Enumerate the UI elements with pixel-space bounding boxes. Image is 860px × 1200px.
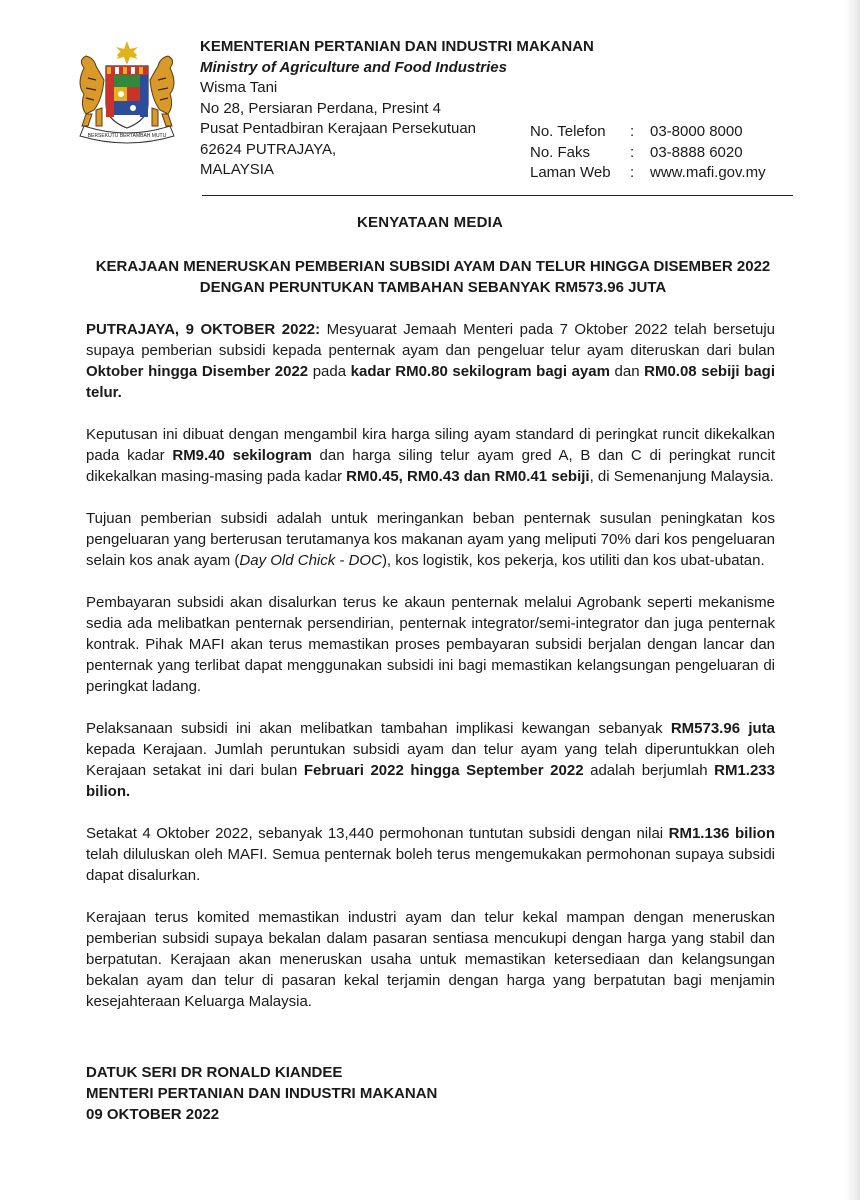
signatory-name: DATUK SERI DR RONALD KIANDEE <box>86 1064 343 1081</box>
body-paragraph <box>86 907 775 1012</box>
body-paragraph <box>86 319 775 403</box>
contact-label: No. Faks <box>530 143 591 161</box>
coat-of-arms-icon <box>66 40 188 144</box>
contact-label: Laman Web <box>530 164 611 181</box>
bold-text: PUTRAJAYA, 9 OKTOBER 2022: <box>86 321 321 338</box>
svg-text:BERSEKUTU BERTAMBAH MUTU: BERSEKUTU BERTAMBAH MUTU <box>87 133 167 139</box>
address-line: Pusat Pentadbiran Kerajaan Persekutuan <box>200 120 477 137</box>
address-line: MALAYSIA <box>200 161 274 178</box>
bold-text: RM0.45, RM0.43 dan RM0.41 sebiji <box>346 468 590 485</box>
paragraph-text: Pembayaran subsidi akan disalurkan terus ke akaun penternak melalui Agrobank seperti mekanisme sedia ada melibatkan penternak persendirian, penternak integrator/semi-integrator dan juga penternak kontrak. Pihak MAFI akan terus memastikan proses pembayaran subsidi berjalan dengan lancar dan penternak yang terlibat dapat menggunakan subsidi ini bagi memastikan kelangsungan pengeluaran di peringkat ladang. <box>86 594 775 695</box>
address-line: Wisma Tani <box>200 79 278 96</box>
body-paragraph <box>86 508 775 571</box>
address-line: 62624 PUTRAJAYA, <box>200 140 337 158</box>
ministry-name-ms: KEMENTERIAN PERTANIAN DAN INDUSTRI MAKANAN <box>200 38 594 55</box>
paragraph-text: Tujuan pemberian subsidi adalah untuk meringankan beban penternak susulan peningkatan kos pengeluaran yang berterusan terutamanya kos makanan ayam yang meliputi 70% dari kos pengeluaran selain kos anak ayam ( <box>86 510 775 569</box>
bold-text: RM1.233 bilion. <box>86 762 775 800</box>
signatory-title: MENTERI PERTANIAN DAN INDUSTRI MAKANAN <box>86 1085 438 1102</box>
body-paragraph <box>86 424 775 487</box>
statement-body <box>86 319 775 1033</box>
contact-value: 03-8888 6020 <box>650 143 743 161</box>
contact-phone <box>530 122 766 143</box>
paragraph-text: dan <box>609 363 645 380</box>
paragraph-text: dan harga siling telur ayam gred A, B dan C di peringkat runcit dikekalkan masing-masing pada kadar <box>86 447 775 485</box>
body-paragraph <box>86 823 775 886</box>
contact-value: www.mafi.gov.my <box>650 164 766 181</box>
contact-separator: : <box>630 123 635 140</box>
contact-fax <box>530 143 766 164</box>
letterhead <box>0 0 860 200</box>
contact-website <box>530 163 766 184</box>
contact-separator: : <box>630 164 635 181</box>
italic-text: Day Old Chick - DOC <box>239 552 382 569</box>
bold-text: RM0.08 sebiji bagi telur. <box>86 363 775 401</box>
paragraph-text: pada <box>308 363 351 380</box>
address-line: No 28, Persiaran Perdana, Presint 4 <box>200 99 441 117</box>
paragraph-text: Kerajaan terus komited memastikan industri ayam dan telur kekal mampan dengan meneruskan pemberian subsidi supaya bekalan dalam pasaran sentiasa mencukupi dengan harga yang stabil dan berpatutan. Kerajaan akan meneruskan usaha untuk memastikan ketersediaan dan kelangsungan bekalan ayam dan telur di pasaran kekal terjamin dengan harga yang berpatutan bagi menjamin kesejahteraan Keluarga Malaysia. <box>86 909 775 1010</box>
bold-text: Februari 2022 hingga September 2022 <box>303 762 584 779</box>
paragraph-text: kepada Kerajaan. Jumlah peruntukan subsidi ayam dan telur ayam yang telah diperuntukkan oleh Kerajaan setakat ini dari bulan <box>86 741 775 779</box>
body-paragraph <box>86 592 775 697</box>
paragraph-text: telah diluluskan oleh MAFI. Semua penternak boleh terus mengemukakan permohonan supaya subsidi dapat disalurkan. <box>86 846 775 884</box>
paragraph-text: Setakat 4 Oktober 2022, sebanyak 13,440 permohonan tuntutan subsidi dengan nilai <box>86 825 669 842</box>
paragraph-text: adalah berjumlah <box>583 762 715 779</box>
paragraph-text: ), kos logistik, kos pekerja, kos utiliti dan kos ubat-ubatan. <box>381 552 765 569</box>
bold-text: RM9.40 sekilogram <box>172 447 312 464</box>
paragraph-text: Keputusan ini dibuat dengan mengambil kira harga siling ayam standard di peringkat runcit dikekalkan pada kadar <box>86 426 775 464</box>
signature-block <box>86 1062 437 1125</box>
contact-details <box>530 122 766 184</box>
bold-text: RM1.136 bilion <box>668 825 776 842</box>
letterhead-divider <box>202 195 793 196</box>
ministry-name-en: Ministry of Agriculture and Food Industries <box>200 58 507 76</box>
bold-text: Oktober hingga Disember 2022 <box>86 363 309 380</box>
signature-date: 09 OKTOBER 2022 <box>86 1106 220 1123</box>
paragraph-text: , di Semenanjung Malaysia. <box>589 468 774 485</box>
body-paragraph <box>86 718 775 802</box>
contact-label: No. Telefon <box>530 123 606 140</box>
paragraph-text: Mesyuarat Jemaah Menteri pada 7 Oktober 2022 telah bersetuju supaya pemberian subsidi kepada penternak ayam dan pengeluar telur ayam diteruskan dari bulan <box>86 321 775 359</box>
bold-text: kadar RM0.80 sekilogram bagi ayam <box>350 363 610 380</box>
paragraph-text: Pelaksanaan subsidi ini akan melibatkan tambahan implikasi kewangan sebanyak <box>86 720 671 737</box>
contact-separator: : <box>630 143 635 161</box>
bold-text: RM573.96 juta <box>670 720 775 737</box>
headline: KERAJAAN MENERUSKAN PEMBERIAN SUBSIDI AYAM DAN TELUR HINGGA DISEMBER 2022 DENGAN PERUNTUKAN TAMBAHAN SEBANYAK RM573.96 JUTA <box>95 258 771 296</box>
release-label: KENYATAAN MEDIA <box>356 214 504 231</box>
contact-value: 03-8000 8000 <box>650 123 743 140</box>
